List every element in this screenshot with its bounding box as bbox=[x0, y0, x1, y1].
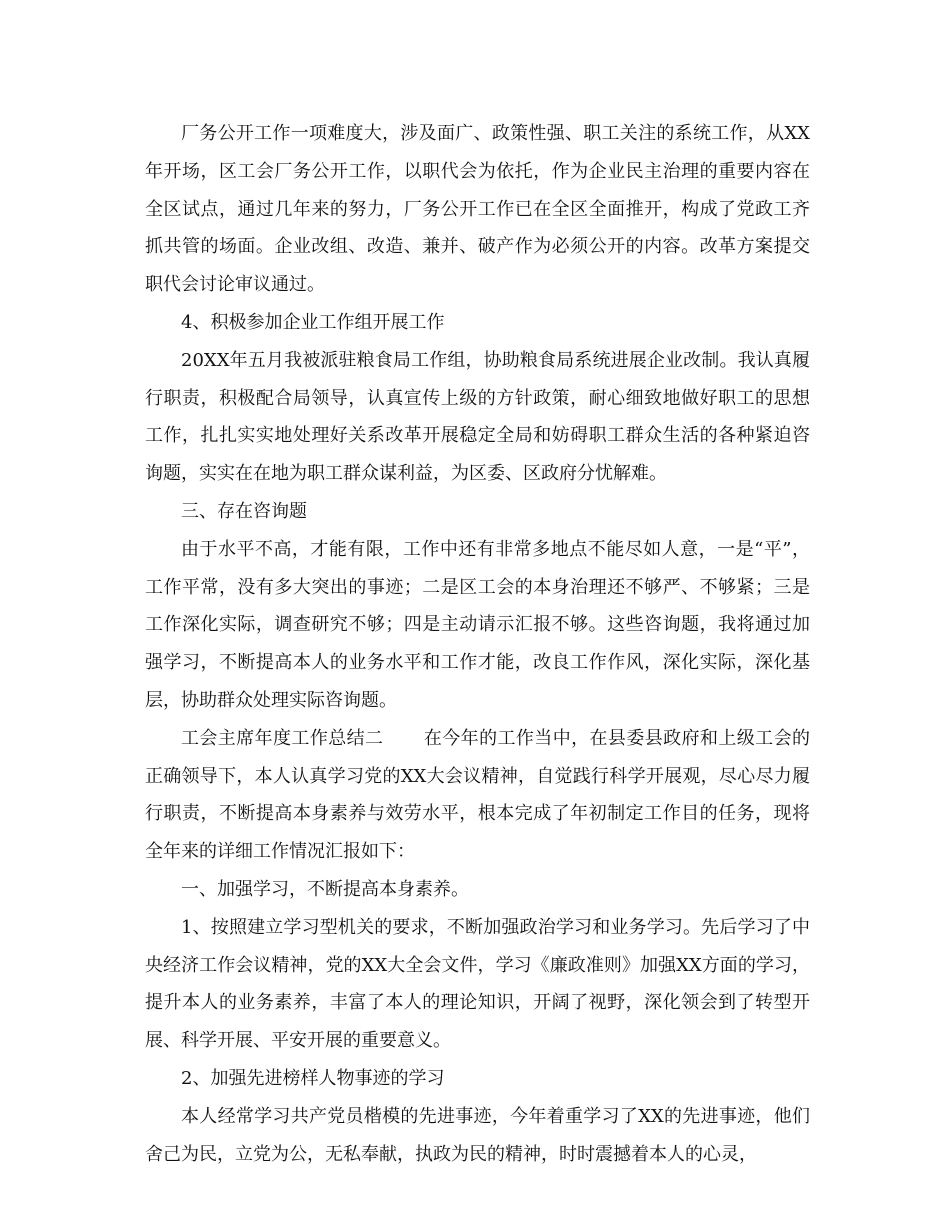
paragraph-6 bbox=[145, 720, 810, 871]
section-heading-problems: 三、存在咨询题 bbox=[181, 500, 307, 522]
paragraph-3: 20XX年五月我被派驻粮食局工作组，协助粮食局系统进展企业改制。我认真履行职责，积极配合局领导，认真宣传上级的方针政策，耐心细致地做好职工的思想工作，扎扎实实地处理好关系改革开展稳定全局和妨碍职工群众生活的各种紧迫咨询题，实实在在地为职工群众谋利益，为区委、区政府分忧解难。 bbox=[145, 349, 810, 485]
summary-title: 工会主席年度工作总结二 bbox=[181, 727, 384, 749]
paragraph-8: 1、按照建立学习型机关的要求，不断加强政治学习和业务学习。先后学习了中央经济工作会议精神，党的XX大全会文件，学习《廉政准则》加强XX方面的学习，提升本人的业务素养，丰富了本人的理论知识，开阔了视野，深化领会到了转型开展、科学开展、平安开展的重要意义。 bbox=[145, 916, 810, 1052]
document-body bbox=[145, 115, 810, 1173]
paragraph-10: 本人经常学习共产党员楷模的先进事迹，今年着重学习了XX的先进事迹，他们舍己为民，立党为公，无私奉献，执政为民的精神，时时震撼着本人的心灵， bbox=[145, 1105, 810, 1165]
paragraph-6-body: 在今年的工作当中，在县委县政府和上级工会的正确领导下，本人认真学习党的XX大会议精神，自觉践行科学开展观，尽心尽力履行职责，不断提高本身素养与效劳水平，根本完成了年初制定工作目的任务，现将全年来的详细工作情况汇报如下： bbox=[145, 727, 810, 863]
paragraph-9-heading: 2、加强先进榜样人物事迹的学习 bbox=[181, 1067, 445, 1089]
section-heading-study: 一、加强学习，不断提高本身素养。 bbox=[181, 878, 469, 900]
paragraph-1: 厂务公开工作一项难度大，涉及面广、政策性强、职工关注的系统工作，从XX年开场，区工会厂务公开工作，以职代会为依托，作为企业民主治理的重要内容在全区试点，通过几年来的努力，厂务公开工作已在全区全面推开，构成了党政工齐抓共管的场面。企业改组、改造、兼并、破产作为必须公开的内容。改革方案提交职代会讨论审议通过。 bbox=[145, 123, 810, 296]
paragraph-5: 由于水平不高，才能有限，工作中还有非常多地点不能尽如人意，一是“平”，工作平常，没有多大突出的事迹；二是区工会的本身治理还不够严、不够紧；三是工作深化实际，调查研究不够；四是主动请示汇报不够。这些咨询题，我将通过加强学习，不断提高本人的业务水平和工作才能，改良工作作风，深化实际，深化基层，协助群众处理实际咨询题。 bbox=[145, 538, 810, 711]
paragraph-2-heading: 4、积极参加企业工作组开展工作 bbox=[181, 311, 445, 333]
